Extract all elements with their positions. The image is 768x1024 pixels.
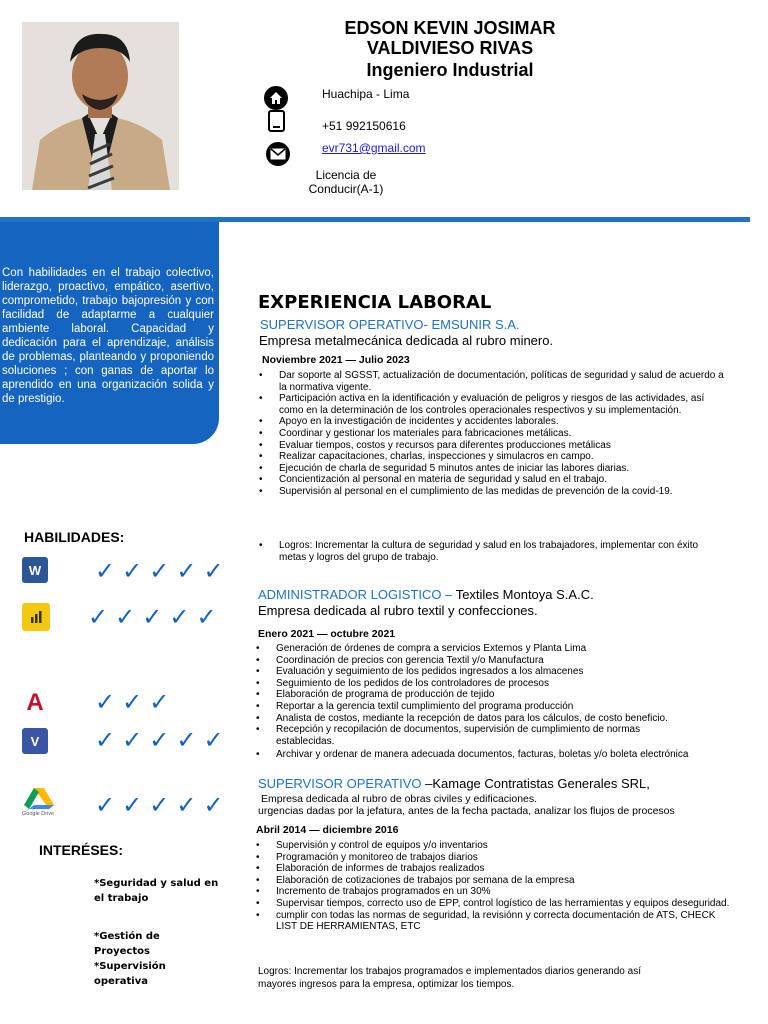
list-item: • Analista de costos, mediante la recepción de datos para los cálculos, de costo beneficio. — [254, 713, 744, 725]
job-dates: Enero 2021 — octubre 2021 — [258, 628, 396, 640]
skills-heading: HABILIDADES: — [24, 529, 125, 545]
list-item: • Realizar capacitaciones, charlas, inspecciones y simulacros en campo. — [257, 451, 727, 463]
skill-rating-drive — [95, 794, 224, 818]
check-icon: ✓ — [122, 727, 143, 754]
interests-heading: INTERÉSES: — [39, 842, 124, 858]
check-icon: ✓ — [176, 727, 197, 754]
google-drive-icon — [24, 786, 54, 810]
list-item: • Programación y monitoreo de trabajos diarios — [254, 852, 734, 864]
skill-row-autocad — [22, 686, 48, 720]
license-line-2: Conducir(A-1) — [308, 182, 384, 196]
check-icon: ✓ — [95, 558, 116, 585]
list-item: • Evaluación y seguimiento de los pedidos ingresados a los almacenes — [254, 666, 744, 678]
list-item: • Incremento de trabajos programados en un 30% — [254, 886, 734, 898]
list-item: • Elaboración de programa de producción de tejido — [254, 689, 744, 701]
check-icon: ✓ — [95, 689, 116, 716]
company-description-continued: urgencias dadas por la jefatura, antes de la fecha pactada, analizar los flujos de procesos — [258, 805, 675, 817]
check-icon: ✓ — [149, 727, 170, 754]
list-item: • Archivar y ordenar de manera adecuada documentos, facturas, boletas y/o boleta electrónica — [254, 749, 744, 761]
interest-item: *Gestión de Proyectos — [94, 931, 160, 957]
job-title-company: Textiles Montoya S.A.C. — [452, 587, 594, 602]
license-line-1: Licencia de — [315, 168, 377, 182]
word-icon: W — [22, 557, 48, 583]
autocad-icon: A — [26, 689, 44, 716]
job-title-role: ADMINISTRADOR LOGISTICO – — [258, 587, 453, 602]
check-icon: ✓ — [115, 604, 136, 631]
job-responsibilities — [254, 643, 744, 761]
list-item: • Participación activa en la identificación y evaluación de peligros y riesgos de las actividades, así como en la determinación de los controles operacionales respectivos y su implementación. — [257, 393, 727, 416]
check-icon: ✓ — [149, 689, 170, 716]
home-icon — [264, 86, 288, 110]
check-icon: ✓ — [95, 792, 116, 819]
list-item: • Ejecución de charla de seguridad 5 minutos antes de iniciar las labores diarias. — [257, 463, 727, 475]
skill-row-drive — [22, 786, 56, 817]
company-description: Empresa dedicada al rubro textil y confecciones. — [258, 603, 538, 618]
list-item: • Coordinar y gestionar los materiales para fabricaciones metálicas. — [257, 428, 727, 440]
job-achievements — [257, 540, 727, 563]
skill-row-visio — [22, 724, 48, 758]
email-link[interactable]: evr731@gmail.com — [322, 141, 426, 155]
profession-title: Ingeniero Industrial — [366, 60, 534, 80]
job-dates: Abril 2014 — diciembre 2016 — [256, 824, 399, 836]
list-item: • Concientización al personal en materia de seguridad y salud en el trabajo. — [257, 474, 727, 486]
check-icon: ✓ — [142, 604, 163, 631]
check-icon: ✓ — [149, 558, 170, 585]
check-icon: ✓ — [95, 727, 116, 754]
job-title-role: SUPERVISOR OPERATIVO — [258, 776, 422, 791]
skill-rating-word — [95, 560, 224, 584]
list-item: • Dar soporte al SGSST, actualización de documentación, políticas de seguridad y salud de acuerdo a la normativa vigente. — [257, 370, 727, 393]
job-achievements-line-2: mayores ingresos para la empresa, optimizar los tiempos. — [258, 979, 515, 990]
check-icon: ✓ — [122, 558, 143, 585]
interest-item: *Seguridad y salud en el trabajo — [94, 878, 219, 904]
skill-rating-autocad — [95, 691, 169, 715]
skill-row-powerbi — [22, 600, 50, 634]
list-item: • Apoyo en la investigación de incidentes y accidentes laborales. — [257, 416, 727, 428]
list-item: • Seguimiento de los pedidos de los controladores de procesos — [254, 678, 744, 690]
list-item: • Supervisión al personal en el cumplimiento de las medidas de prevención de la covid-19. — [257, 486, 727, 498]
check-icon: ✓ — [88, 604, 109, 631]
powerbi-icon — [22, 603, 50, 631]
check-icon: ✓ — [203, 727, 224, 754]
check-icon: ✓ — [176, 792, 197, 819]
google-drive-caption: Google Drive — [22, 811, 55, 817]
skill-rating-visio — [95, 729, 224, 753]
interest-item: *Supervisión operativa — [94, 961, 166, 987]
job-title-company: –Kamage Contratistas Generales SRL, — [421, 776, 650, 791]
list-item: • cumplir con todas las normas de seguridad, la revisiónn y correcta documentación de ATS, CHECK LIST DE HERRAMIENTAS, ETC — [254, 910, 734, 933]
experience-heading: EXPERIENCIA LABORAL — [258, 292, 492, 313]
check-icon: ✓ — [203, 558, 224, 585]
check-icon: ✓ — [176, 558, 197, 585]
list-item: • Evaluar tiempos, costos y recursos para diferentes producciones metálicas — [257, 440, 727, 452]
check-icon: ✓ — [122, 689, 143, 716]
list-item: • Logros: Incrementar la cultura de seguridad y salud en los trabajadores, implementar con éxito metas y logros del grupo de trabajo. — [257, 540, 727, 563]
skill-row-word — [22, 553, 48, 587]
check-icon: ✓ — [169, 604, 190, 631]
check-icon: ✓ — [122, 792, 143, 819]
profile-photo — [22, 22, 179, 190]
location-text: Huachipa - Lima — [322, 87, 410, 101]
list-item: • Supervisar tiempos, correcto uso de EPP, control logístico de las herramientas y equipos deseguridad. — [254, 898, 734, 910]
list-item: • Elaboración de cotizaciones de trabajos por semana de la empresa — [254, 875, 734, 887]
check-icon: ✓ — [196, 604, 217, 631]
list-item: • Coordinación de precios con gerencia Textil y/o Manufactura — [254, 655, 744, 667]
company-description: Empresa metalmecánica dedicada al rubro minero. — [259, 333, 554, 348]
visio-icon: V — [22, 728, 48, 754]
list-item: • Elaboración de informes de trabajos realizados — [254, 863, 734, 875]
list-item: • Generación de órdenes de compra a servicios Externos y Planta Lima — [254, 643, 744, 655]
job-title — [258, 587, 594, 602]
company-description: Empresa dedicada al rubro de obras civiles y edificaciones. — [261, 793, 538, 805]
check-icon: ✓ — [203, 792, 224, 819]
check-icon: ✓ — [149, 792, 170, 819]
job-achievements-line-1: Logros: Incrementar los trabajos programados e implementados diarios generando así — [258, 966, 641, 977]
job-dates: Noviembre 2021 — Julio 2023 — [262, 354, 410, 366]
job-title: SUPERVISOR OPERATIVO- EMSUNIR S.A. — [260, 317, 520, 332]
list-item: • Supervisión y control de equipos y/o inventarios — [254, 840, 734, 852]
candidate-name — [300, 18, 600, 58]
phone-icon — [268, 110, 285, 132]
name-line-2: VALDIVIESO RIVAS — [366, 38, 534, 58]
name-line-1: EDSON KEVIN JOSIMAR — [344, 18, 556, 38]
job-responsibilities — [254, 840, 734, 933]
skill-rating-powerbi — [88, 606, 217, 630]
phone-text: +51 992150616 — [322, 119, 406, 133]
profile-summary: Con habilidades en el trabajo colectivo, liderazgo, proactivo, empático, asertivo, comprometido, trabajo bajopresión y con facilidad de adaptarme a cualquier ambiente laboral. Capacidad y dedicación para el aprendizaje, análisis de problemas, planteando y proponiendo soluciones ; con ganas de aportar lo aprendido en una organización solida y de prestigio. — [2, 267, 214, 405]
email-icon — [266, 142, 290, 166]
job-title — [258, 776, 650, 791]
driver-license — [296, 168, 396, 196]
job-responsibilities — [257, 370, 727, 498]
list-item: • Reportar a la gerencia textil cumplimiento del programa producción — [254, 701, 744, 713]
list-item: • Recepción y recopilación de documentos, supervisión de cumplimiento de normas establecidas. — [254, 724, 744, 747]
